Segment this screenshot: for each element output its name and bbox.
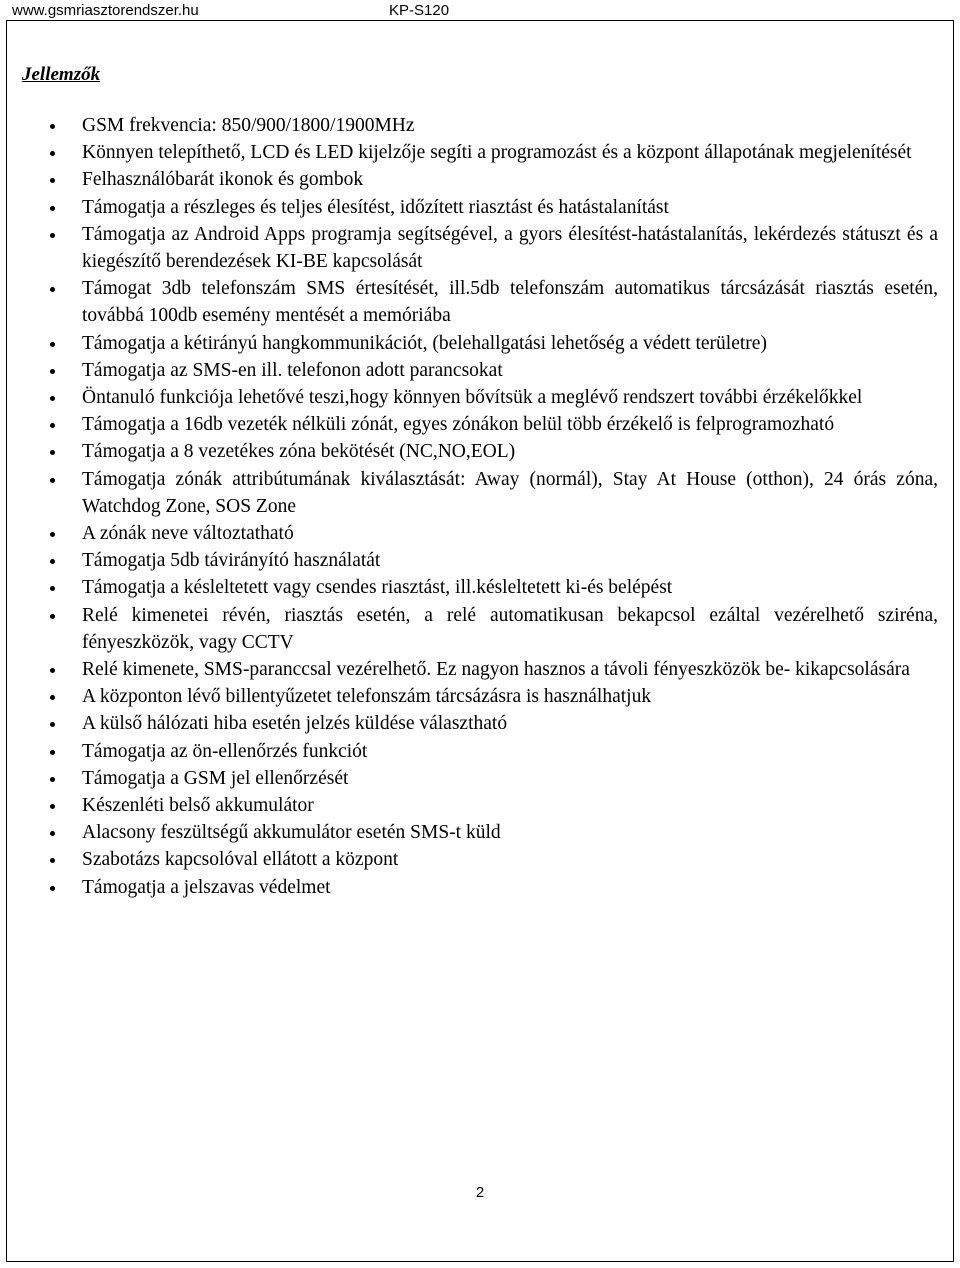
list-item-text: Támogatja a részleges és teljes élesítést, időzített riasztást és hatástalanítást xyxy=(82,196,669,218)
list-item xyxy=(43,683,938,710)
bullet-icon xyxy=(50,396,55,401)
list-item-text: Relé kimenetei révén, riasztás esetén, a relé automatikusan bekapcsol ezáltal vezérelhető sziréna, fényeszközök, vagy CCTV xyxy=(82,604,938,653)
list-item-text: A központon lévő billentyűzetet telefonszám tárcsázásra is használhatjuk xyxy=(82,686,652,708)
list-item xyxy=(43,384,938,411)
list-item xyxy=(43,520,938,547)
list-item-text: Támogatja zónák attribútumának kiválasztását: Away (normál), Stay At House (otthon), 24 órás zóna, Watchdog Zone, SOS Zone xyxy=(82,468,938,517)
list-item xyxy=(43,194,938,221)
list-item xyxy=(43,792,938,819)
bullet-icon xyxy=(50,478,55,483)
list-item xyxy=(43,765,938,792)
bullet-icon xyxy=(50,777,55,782)
list-item-text: Felhasználóbarát ikonok és gombok xyxy=(82,169,364,191)
bullet-icon xyxy=(50,668,55,673)
page-number: 2 xyxy=(475,1184,485,1201)
list-item xyxy=(43,166,938,193)
list-item-text: Könnyen telepíthető, LCD és LED kijelzője segíti a programozást és a központ állapotának megjelenítését xyxy=(82,142,912,164)
list-item xyxy=(43,846,938,873)
list-item-text: Támogatja a 8 vezetékes zóna bekötését (NC,NO,EOL) xyxy=(82,441,516,463)
list-item-text: Támogatja az Android Apps programja segítségével, a gyors élesítést-hatástalanítás, lekérdezés státuszt és a kiegészítő berendezések KI-BE kapcsolását xyxy=(82,223,938,273)
list-item-text: Támogatja a kétirányú hangkommunikációt, (belehallgatási lehetőség a védett területre) xyxy=(82,332,767,354)
list-item-text: Támogatja 5db távirányító használatát xyxy=(82,550,381,572)
list-item-text: Támogatja a 16db vezeték nélküli zónát, egyes zónákon belül több érzékelő is felprogramozható xyxy=(82,414,835,436)
list-item-text: Támogatja a késleltetett vagy csendes riasztást, ill.késleltetett ki-és belépést xyxy=(82,577,673,599)
bullet-icon xyxy=(50,369,55,374)
bullet-icon xyxy=(50,804,55,809)
bullet-icon xyxy=(50,178,55,183)
list-item xyxy=(43,275,938,329)
bullet-icon xyxy=(50,722,55,727)
bullet-icon xyxy=(50,151,55,156)
list-item xyxy=(43,330,938,357)
page-header xyxy=(0,0,960,22)
bullet-icon xyxy=(50,124,55,129)
feature-list xyxy=(43,112,938,901)
section-title: Jellemzők xyxy=(22,64,101,85)
list-item-text: Öntanuló funkciója lehetővé teszi,hogy könnyen bővítsük a meglévő rendszert további érzékelőkkel xyxy=(82,387,863,409)
list-item-text: Szabotázs kapcsolóval ellátott a központ xyxy=(82,849,399,871)
bullet-icon xyxy=(50,695,55,700)
list-item xyxy=(43,874,938,901)
list-item xyxy=(43,411,938,438)
bullet-icon xyxy=(50,423,55,428)
bullet-icon xyxy=(50,886,55,891)
list-item-text: Készenléti belső akkumulátor xyxy=(82,795,314,817)
list-item-text: Támogatja a jelszavas védelmet xyxy=(82,876,331,898)
bullet-icon xyxy=(50,206,55,211)
list-item xyxy=(43,221,938,275)
list-item-text: Relé kimenete, SMS-paranccsal vezérelhető. Ez nagyon hasznos a távoli fényeszközök be- kikapcsolására xyxy=(82,659,910,681)
header-website: www.gsmriasztorendszer.hu xyxy=(12,2,199,19)
bullet-icon xyxy=(50,750,55,755)
list-item xyxy=(43,738,938,765)
list-item xyxy=(43,602,938,656)
bullet-icon xyxy=(50,532,55,537)
bullet-icon xyxy=(50,287,55,292)
bullet-icon xyxy=(50,586,55,591)
list-item xyxy=(43,357,938,384)
list-item xyxy=(43,112,938,139)
list-item xyxy=(43,710,938,737)
list-item-text: Alacsony feszültségű akkumulátor esetén SMS-t küld xyxy=(82,822,501,844)
list-item xyxy=(43,819,938,846)
list-item xyxy=(43,547,938,574)
list-item xyxy=(43,139,938,166)
bullet-icon xyxy=(50,233,55,238)
bullet-icon xyxy=(50,450,55,455)
list-item-text: Támogatja az ön-ellenőrzés funkciót xyxy=(82,740,368,762)
list-item xyxy=(43,466,938,520)
list-item-text: Támogatja az SMS-en ill. telefonon adott parancsokat xyxy=(82,359,503,381)
header-model-code: KP-S120 xyxy=(389,2,450,19)
list-item-text: Támogat 3db telefonszám SMS értesítését, ill.5db telefonszám automatikus tárcsázását riasztás esetén, továbbá 100db esemény mentését a memóriába xyxy=(82,278,938,327)
list-item-text: Támogatja a GSM jel ellenőrzését xyxy=(82,767,349,789)
bullet-icon xyxy=(50,342,55,347)
list-item-text: GSM frekvencia: 850/900/1800/1900MHz xyxy=(82,115,415,136)
list-item-text: A zónák neve változtatható xyxy=(82,523,294,545)
bullet-icon xyxy=(50,831,55,836)
list-item xyxy=(43,656,938,683)
list-item-text: A külső hálózati hiba esetén jelzés küldése választható xyxy=(82,713,508,735)
list-item xyxy=(43,574,938,601)
bullet-icon xyxy=(50,858,55,863)
list-item xyxy=(43,438,938,465)
bullet-icon xyxy=(50,559,55,564)
bullet-icon xyxy=(50,614,55,619)
